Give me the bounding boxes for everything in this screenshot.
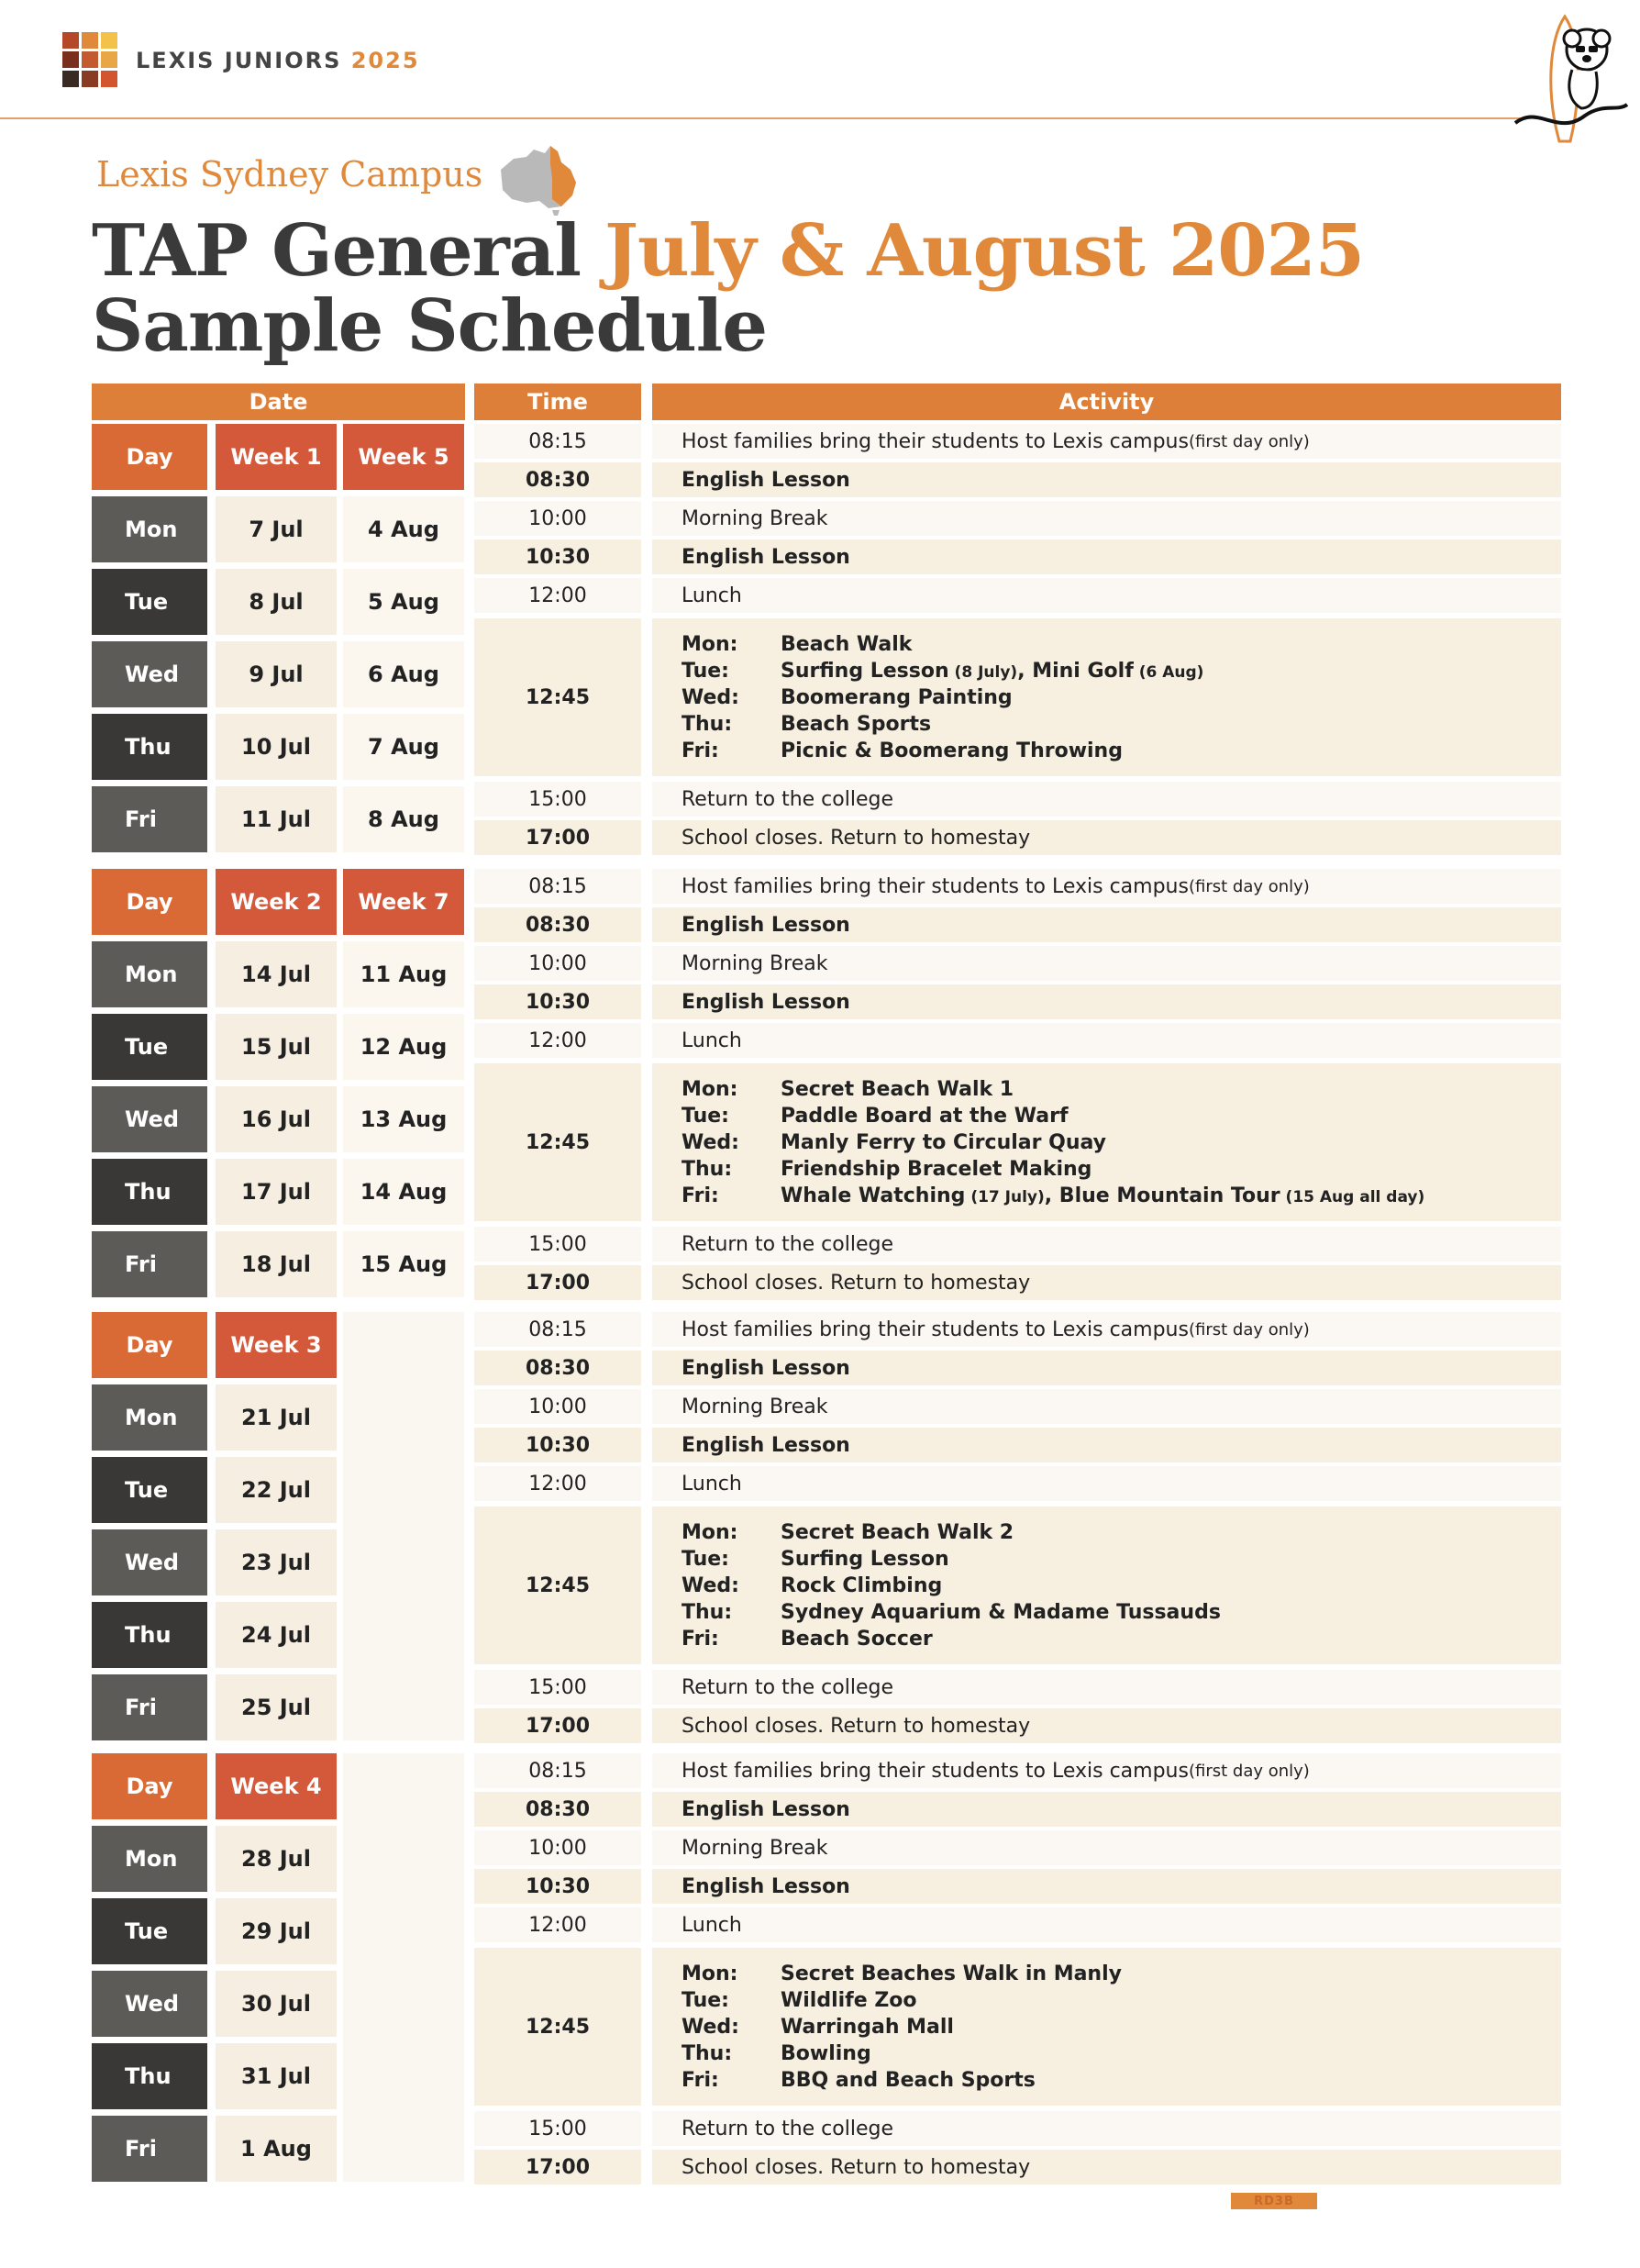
time-cell: 08:15 (474, 1753, 641, 1788)
time-cell: 17:00 (474, 1265, 641, 1300)
page-title (92, 209, 1364, 293)
day-cell-wed: Wed (92, 1529, 207, 1595)
activity-day: Thu: (681, 1600, 733, 1624)
time-cell: 12:00 (474, 578, 641, 613)
time-cell: 12:00 (474, 1466, 641, 1501)
first-day-note: (first day only) (1188, 431, 1310, 451)
activity-cell: School closes. Return to homestay (652, 1708, 1561, 1743)
activity-cell: Host families bring their students to Lexis campus (first day only) (652, 1312, 1561, 1347)
activity-cell: English Lesson (652, 984, 1561, 1019)
date-cell: 13 Aug (343, 1086, 464, 1152)
date-cell: 11 Aug (343, 941, 464, 1007)
date-cell: 10 Jul (216, 714, 337, 780)
time-cell: 12:45 (474, 618, 641, 776)
time-cell: 12:45 (474, 1506, 641, 1664)
activity-cell: English Lesson (652, 462, 1561, 497)
date-cell: 16 Jul (216, 1086, 337, 1152)
date-cell: 23 Jul (216, 1529, 337, 1595)
logo-square (82, 71, 98, 87)
page-header (0, 0, 1640, 119)
time-cell: 10:30 (474, 984, 641, 1019)
activity-name: Friendship Bracelet Making (781, 1157, 1092, 1181)
activity-name: Beach Walk (781, 632, 913, 656)
date-cell: 15 Jul (216, 1014, 337, 1080)
time-cell: 08:30 (474, 462, 641, 497)
activity-name: Secret Beach Walk 1 (781, 1077, 1014, 1101)
activity-name: Paddle Board at the Warf (781, 1104, 1069, 1128)
activity-name: BBQ and Beach Sports (781, 2068, 1036, 2092)
activity-name: Warringah Mall (781, 2015, 954, 2039)
title-dates: July & August 2025 (604, 209, 1365, 293)
empty-week-column (343, 1312, 464, 1740)
time-cell: 17:00 (474, 820, 641, 855)
time-column-header: Time (474, 384, 641, 420)
activity-day: Wed: (681, 1130, 739, 1154)
activity-cell: Return to the college (652, 1670, 1561, 1705)
date-cell: 5 Aug (343, 569, 464, 635)
week-header: Week 2 (216, 869, 337, 935)
activity-day: Mon: (681, 632, 738, 656)
activity-cell: School closes. Return to homestay (652, 2150, 1561, 2185)
date-cell: 1 Aug (216, 2116, 337, 2182)
week-header: Week 7 (343, 869, 464, 935)
activity-name: Surfing Lesson (781, 1547, 949, 1571)
afternoon-activities (681, 1078, 1424, 1207)
day-cell-mon: Mon (92, 1826, 207, 1892)
time-cell: 10:30 (474, 1869, 641, 1904)
date-cell: 8 Jul (216, 569, 337, 635)
activity-day: Thu: (681, 712, 733, 736)
activity-name: Bowling (781, 2041, 871, 2065)
day-cell-thu: Thu (92, 714, 207, 780)
time-cell: 08:15 (474, 869, 641, 904)
activity-day: Tue: (681, 659, 729, 683)
activity-day: Fri: (681, 1627, 719, 1651)
date-cell: 22 Jul (216, 1457, 337, 1523)
date-cell: 24 Jul (216, 1602, 337, 1668)
date-cell: 9 Jul (216, 641, 337, 707)
activity-cell (652, 1063, 1561, 1221)
activity-cell: Lunch (652, 1466, 1561, 1501)
activity-note: (6 Aug) (1133, 662, 1204, 682)
date-column-header: Date (92, 384, 465, 420)
first-day-note: (first day only) (1188, 1761, 1310, 1781)
logo-square (62, 51, 79, 68)
date-cell: 25 Jul (216, 1674, 337, 1740)
activity-day: Mon: (681, 1962, 738, 1985)
activity-day: Wed: (681, 1573, 739, 1597)
logo-square (101, 32, 117, 49)
brand-text: LEXIS JUNIORS (136, 48, 342, 73)
day-cell-thu: Thu (92, 1602, 207, 1668)
activity-cell: Morning Break (652, 946, 1561, 981)
date-cell: 14 Aug (343, 1159, 464, 1225)
document-code: RD3B (1231, 2193, 1317, 2209)
activity-cell: English Lesson (652, 907, 1561, 942)
day-cell-tue: Tue (92, 1014, 207, 1080)
title-main: TAP General (92, 209, 605, 293)
brand-year: 2025 (350, 48, 420, 73)
activity-name: Whale Watching (17 July), Blue Mountain Tour (15 Aug all day) (781, 1184, 1425, 1207)
activity-cell: Return to the college (652, 2111, 1561, 2146)
activity-cell: Return to the college (652, 782, 1561, 817)
date-cell: 11 Jul (216, 786, 337, 852)
activity-cell: English Lesson (652, 1351, 1561, 1385)
first-day-note: (first day only) (1188, 1319, 1310, 1340)
day-cell-wed: Wed (92, 641, 207, 707)
activity-name: Picnic & Boomerang Throwing (781, 739, 1123, 762)
activity-name: Surfing Lesson (8 July), Mini Golf (6 Aug) (781, 659, 1204, 683)
activity-day: Thu: (681, 2041, 733, 2065)
activity-day: Thu: (681, 1157, 733, 1181)
activity-cell: English Lesson (652, 539, 1561, 574)
australia-map-icon (493, 142, 585, 216)
day-cell-tue: Tue (92, 1457, 207, 1523)
activity-day: Mon: (681, 1077, 738, 1101)
activity-name: Beach Sports (781, 712, 932, 736)
activity-note: (17 July) (965, 1187, 1045, 1206)
activity-name: Rock Climbing (781, 1573, 943, 1597)
activity-cell: School closes. Return to homestay (652, 820, 1561, 855)
date-cell: 7 Aug (343, 714, 464, 780)
day-cell-tue: Tue (92, 1898, 207, 1964)
logo-square (101, 71, 117, 87)
day-cell-wed: Wed (92, 1971, 207, 2037)
date-cell: 7 Jul (216, 496, 337, 562)
day-cell-thu: Thu (92, 2043, 207, 2109)
logo-square (101, 51, 117, 68)
activity-cell: Host families bring their students to Lexis campus (first day only) (652, 869, 1561, 904)
time-cell: 12:00 (474, 1023, 641, 1058)
activity-name: Beach Soccer (781, 1627, 933, 1651)
activity-day: Wed: (681, 685, 739, 709)
day-cell-fri: Fri (92, 786, 207, 852)
logo-square (62, 32, 79, 49)
activity-day: Fri: (681, 739, 719, 762)
date-cell: 28 Jul (216, 1826, 337, 1892)
time-cell: 08:30 (474, 1792, 641, 1827)
date-cell: 4 Aug (343, 496, 464, 562)
time-cell: 17:00 (474, 1708, 641, 1743)
activity-day: Wed: (681, 2015, 739, 2039)
date-cell: 29 Jul (216, 1898, 337, 1964)
brand-name (136, 48, 420, 73)
time-cell: 12:45 (474, 1948, 641, 2106)
time-cell: 15:00 (474, 1227, 641, 1262)
activity-day: Tue: (681, 1988, 729, 2012)
activity-name: Manly Ferry to Circular Quay (781, 1130, 1106, 1154)
date-cell: 18 Jul (216, 1231, 337, 1297)
time-cell: 10:00 (474, 946, 641, 981)
day-cell-fri: Fri (92, 1674, 207, 1740)
activity-cell: Morning Break (652, 1389, 1561, 1424)
first-day-note: (first day only) (1188, 876, 1310, 896)
activity-cell: English Lesson (652, 1792, 1561, 1827)
activity-day: Mon: (681, 1520, 738, 1544)
afternoon-activities (681, 633, 1203, 762)
time-cell: 10:30 (474, 539, 641, 574)
activity-note: (15 Aug all day) (1280, 1187, 1425, 1206)
activity-column-header: Activity (652, 384, 1561, 420)
week-header: Week 1 (216, 424, 337, 490)
activity-cell: Host families bring their students to Lexis campus (first day only) (652, 424, 1561, 459)
activity-cell: English Lesson (652, 1428, 1561, 1462)
day-header: Day (92, 424, 207, 490)
koala-surfboard-icon (1512, 13, 1631, 150)
page-subtitle: Sample Schedule (92, 284, 768, 368)
time-cell: 12:45 (474, 1063, 641, 1221)
activity-cell: Lunch (652, 1907, 1561, 1942)
time-cell: 10:00 (474, 1830, 641, 1865)
week-header: Week 5 (343, 424, 464, 490)
activity-day: Fri: (681, 2068, 719, 2092)
activity-name: Sydney Aquarium & Madame Tussauds (781, 1600, 1221, 1624)
activity-day: Tue: (681, 1104, 729, 1128)
activity-name: Secret Beach Walk 2 (781, 1520, 1014, 1544)
time-cell: 08:15 (474, 424, 641, 459)
time-cell: 17:00 (474, 2150, 641, 2185)
date-cell: 17 Jul (216, 1159, 337, 1225)
time-cell: 15:00 (474, 1670, 641, 1705)
day-cell-thu: Thu (92, 1159, 207, 1225)
activity-cell: Morning Break (652, 1830, 1561, 1865)
time-cell: 10:30 (474, 1428, 641, 1462)
activity-cell: Morning Break (652, 501, 1561, 536)
time-cell: 15:00 (474, 782, 641, 817)
week-header: Week 3 (216, 1312, 337, 1378)
lexis-logo-icon (62, 32, 117, 87)
date-cell: 12 Aug (343, 1014, 464, 1080)
day-cell-mon: Mon (92, 941, 207, 1007)
activity-note: (8 July) (948, 662, 1018, 682)
date-cell: 8 Aug (343, 786, 464, 852)
week-header: Week 4 (216, 1753, 337, 1819)
empty-week-column (343, 1753, 464, 2182)
activity-cell: English Lesson (652, 1869, 1561, 1904)
campus-name: Lexis Sydney Campus (96, 154, 483, 195)
date-cell: 31 Jul (216, 2043, 337, 2109)
date-cell: 14 Jul (216, 941, 337, 1007)
activity-day: Tue: (681, 1547, 729, 1571)
day-header: Day (92, 1753, 207, 1819)
date-cell: 30 Jul (216, 1971, 337, 2037)
header-divider (0, 117, 1523, 119)
date-cell: 15 Aug (343, 1231, 464, 1297)
time-cell: 08:30 (474, 907, 641, 942)
time-cell: 08:30 (474, 1351, 641, 1385)
activity-cell: Host families bring their students to Lexis campus (first day only) (652, 1753, 1561, 1788)
activity-cell (652, 1506, 1561, 1664)
time-cell: 10:00 (474, 1389, 641, 1424)
afternoon-activities (681, 1521, 1221, 1651)
day-header: Day (92, 869, 207, 935)
activity-name: Wildlife Zoo (781, 1988, 917, 2012)
activity-cell: School closes. Return to homestay (652, 1265, 1561, 1300)
activity-cell: Lunch (652, 578, 1561, 613)
time-cell: 15:00 (474, 2111, 641, 2146)
activity-cell (652, 618, 1561, 776)
time-cell: 08:15 (474, 1312, 641, 1347)
day-cell-mon: Mon (92, 496, 207, 562)
activity-cell: Return to the college (652, 1227, 1561, 1262)
date-cell: 21 Jul (216, 1384, 337, 1451)
time-cell: 10:00 (474, 501, 641, 536)
day-cell-fri: Fri (92, 1231, 207, 1297)
activity-name: Boomerang Painting (781, 685, 1013, 709)
day-cell-tue: Tue (92, 569, 207, 635)
activity-cell (652, 1948, 1561, 2106)
day-header: Day (92, 1312, 207, 1378)
time-cell: 12:00 (474, 1907, 641, 1942)
day-cell-mon: Mon (92, 1384, 207, 1451)
logo-square (82, 32, 98, 49)
logo-square (62, 71, 79, 87)
activity-name: Secret Beaches Walk in Manly (781, 1962, 1122, 1985)
afternoon-activities (681, 1962, 1122, 2092)
day-cell-wed: Wed (92, 1086, 207, 1152)
logo-square (82, 51, 98, 68)
activity-day: Fri: (681, 1184, 719, 1207)
day-cell-fri: Fri (92, 2116, 207, 2182)
date-cell: 6 Aug (343, 641, 464, 707)
activity-cell: Lunch (652, 1023, 1561, 1058)
